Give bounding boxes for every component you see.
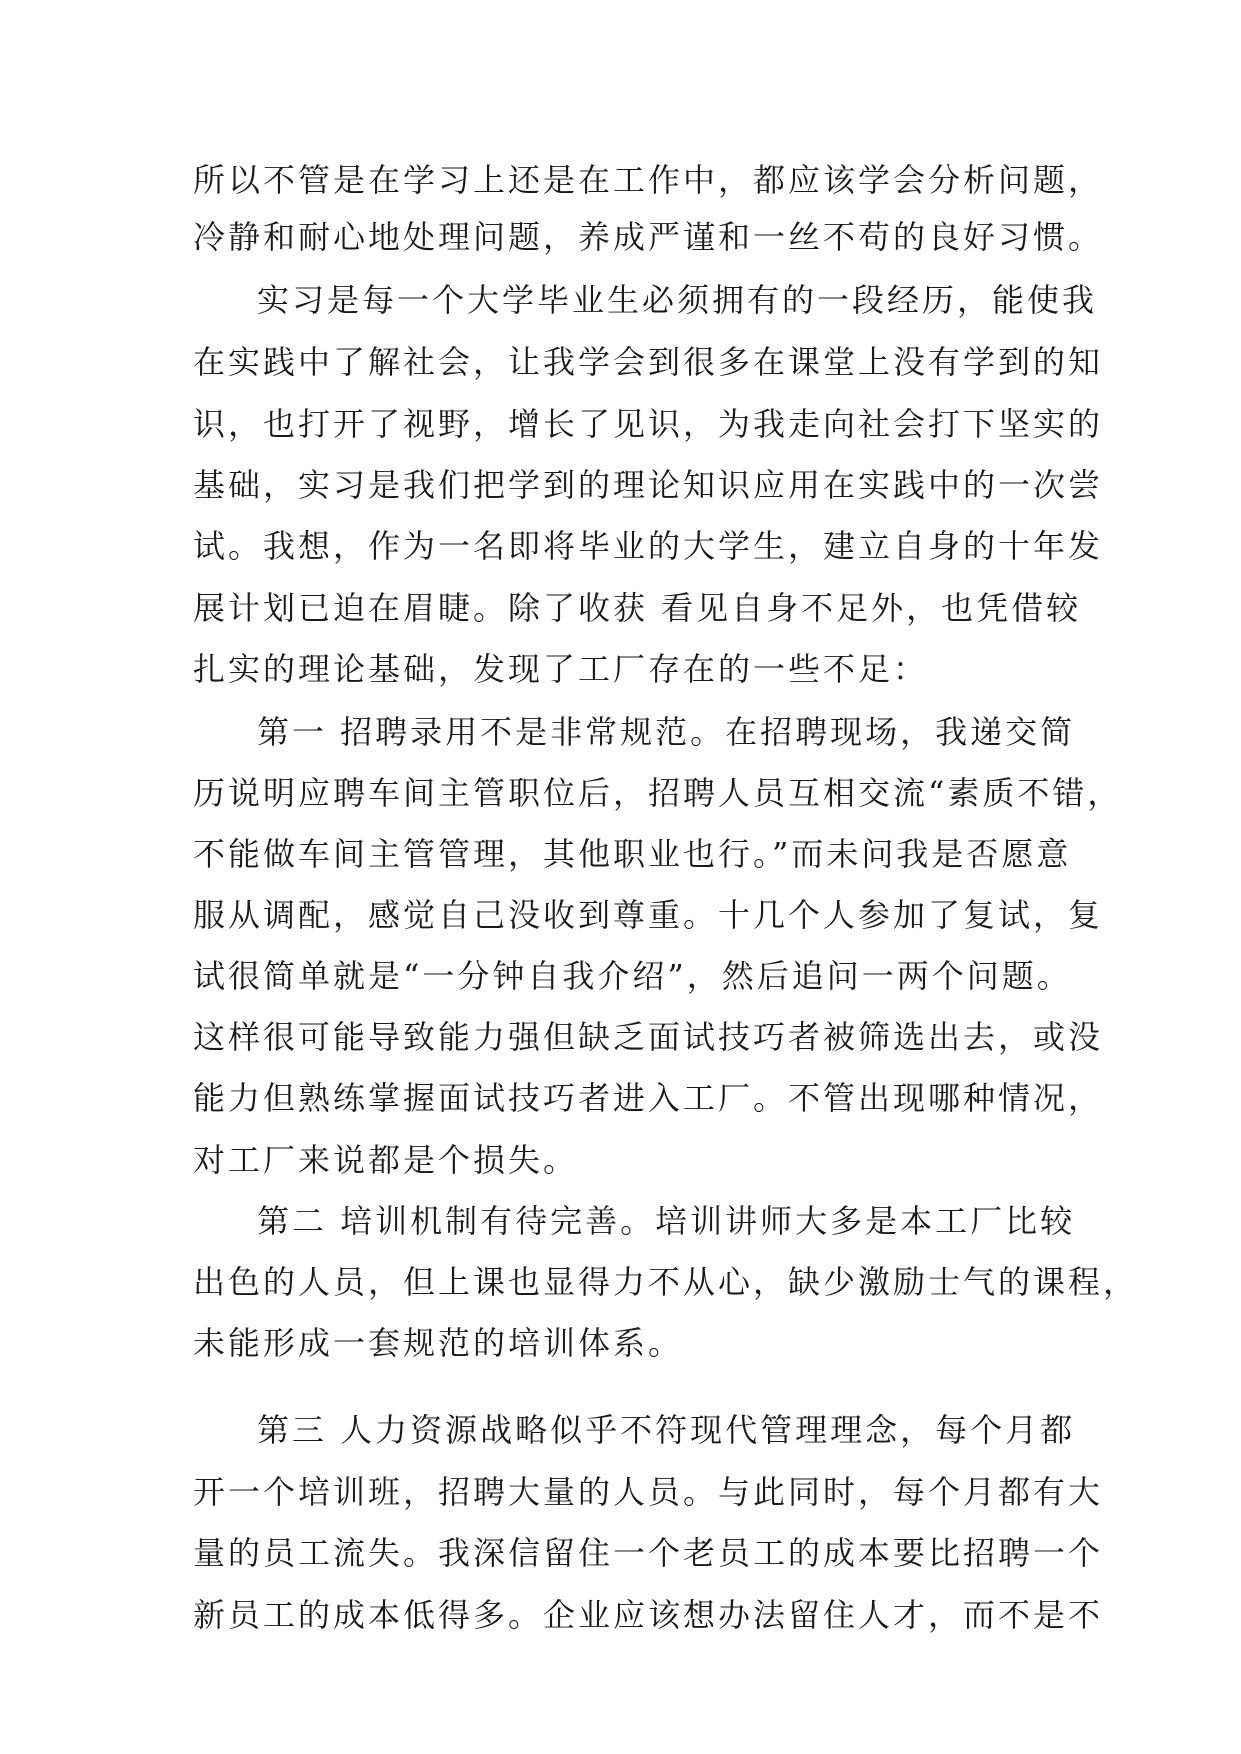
text-line: 不能做车间主管管理，其他职业也行。”而未问我是否愿意 (193, 835, 1072, 873)
text-line: 基础，实习是我们把学到的理论知识应用在实践中的一次尝 (193, 466, 1104, 504)
text-line: 在实践中了解社会，让我学会到很多在课堂上没有学到的知 (193, 343, 1104, 381)
text-line: 历说明应聘车间主管职位后，招聘人员互相交流“素质不错， (193, 774, 1123, 812)
text-line: 这样很可能导致能力强但缺乏面试技巧者被筛选出去，或没 (193, 1018, 1104, 1056)
text-line: 对工厂来说都是个损失。 (193, 1141, 579, 1179)
paragraph-start-line: 第二 培训机制有待完善。培训讲师大多是本工厂比较 (257, 1202, 1076, 1240)
paragraph-start-line: 第一 招聘录用不是非常规范。在招聘现场，我递交简 (257, 713, 1076, 751)
text-line: 新员工的成本低得多。企业应该想办法留住人才，而不是不 (193, 1596, 1104, 1634)
text-line: 未能形成一套规范的培训体系。 (193, 1324, 684, 1362)
text-line: 出色的人员，但上课也显得力不从心，缺少激励士气的课程， (193, 1263, 1139, 1301)
text-line: 量的员工流失。我深信留住一个老员工的成本要比招聘一个 (193, 1534, 1104, 1572)
text-line: 开一个培训班，招聘大量的人员。与此同时，每个月都有大 (193, 1473, 1104, 1511)
text-line: 识，也打开了视野，增长了见识，为我走向社会打下坚实的 (193, 405, 1104, 443)
text-line: 能力但熟练掌握面试技巧者进入工厂。不管出现哪种情况， (193, 1079, 1104, 1117)
text-line: 服从调配，感觉自己没收到尊重。十几个人参加了复试，复 (193, 896, 1104, 934)
text-line: 试很简单就是“一分钟自我介绍”，然后追问一两个问题。 (193, 957, 1072, 995)
paragraph-start-line: 实习是每一个大学毕业生必须拥有的一段经历，能使我 (257, 281, 1098, 319)
text-line: 试。我想，作为一名即将毕业的大学生，建立自身的十年发 (193, 527, 1104, 565)
paragraph-start-line: 第三 人力资源战略似乎不符现代管理理念，每个月都 (257, 1411, 1076, 1449)
text-line: 冷静和耐心地处理问题，养成严谨和一丝不苟的良好习惯。 (193, 218, 1104, 256)
text-line: 所以不管是在学习上还是在工作中，都应该学会分析问题， (193, 161, 1104, 199)
text-line: 扎实的理论基础，发现了工厂存在的一些不足： (193, 650, 929, 688)
text-line: 展计划已迫在眉睫。除了收获 看见自身不足外，也凭借较 (193, 589, 1082, 627)
